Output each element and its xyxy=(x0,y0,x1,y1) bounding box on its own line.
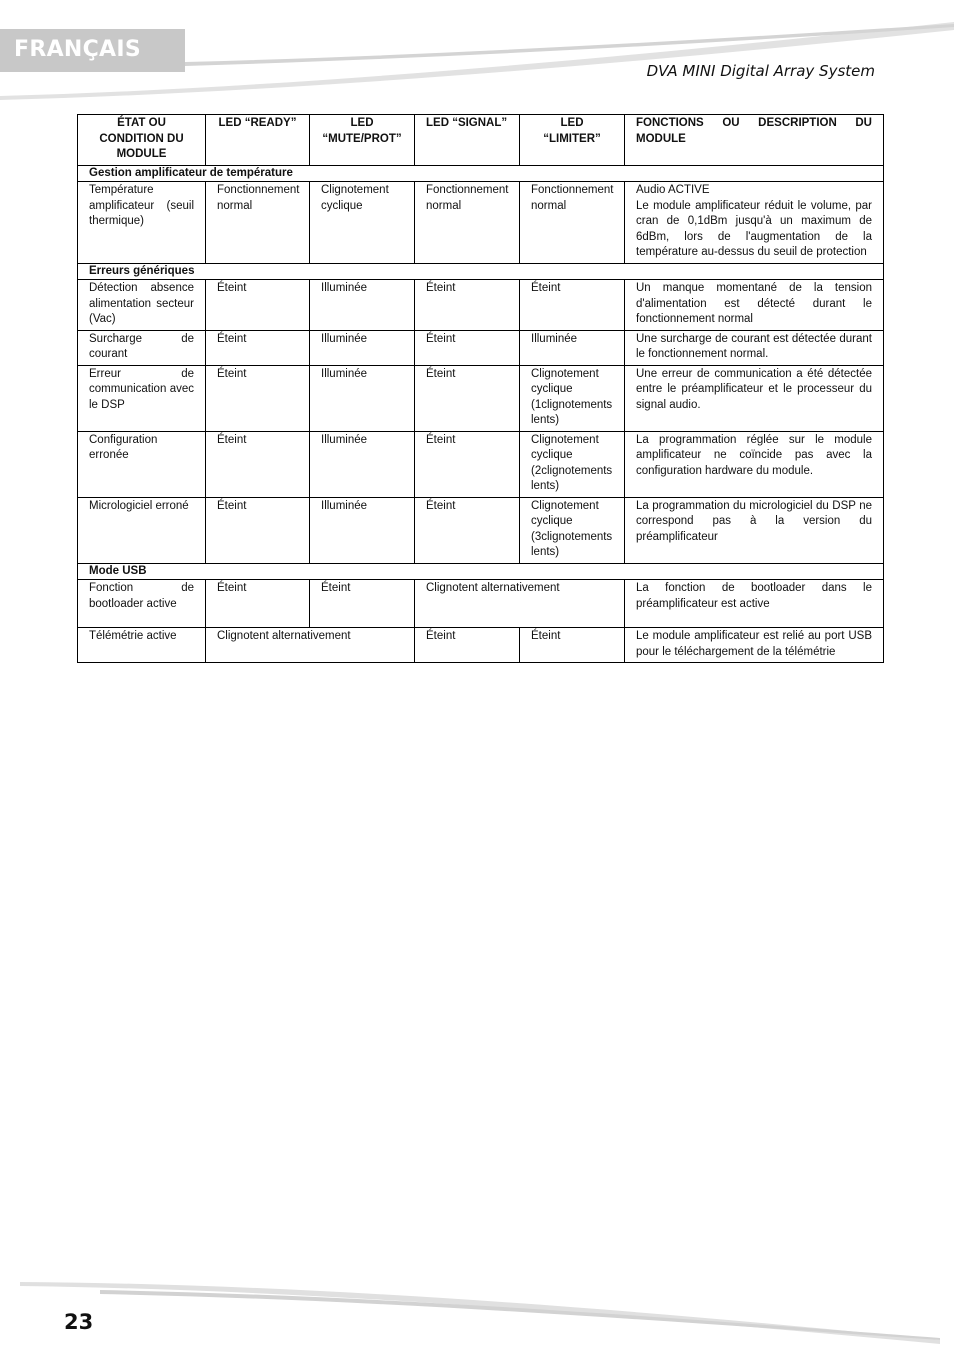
header-led-limiter: LED “LIMITER” xyxy=(520,115,625,166)
cell-signal: Éteint xyxy=(415,497,520,563)
led-status-table xyxy=(77,114,884,663)
cell-ready: Éteint xyxy=(206,580,310,628)
cell-limiter: Clignotement cyclique (3clignotements lents) xyxy=(520,497,625,563)
cell-mute: Illuminée xyxy=(310,365,415,431)
cell-limiter: Fonctionnement normal xyxy=(520,182,625,264)
table-row xyxy=(78,431,884,497)
section-generic-errors: Erreurs génériques xyxy=(78,263,884,280)
table-row xyxy=(78,497,884,563)
description-line: Le module amplificateur réduit le volume, par cran de 0,1dBm jusqu'à un maximum de 6dBm, lors de l'augmentation de la température au-dessus du seuil de protection xyxy=(636,199,872,258)
cell-description: La programmation du micrologiciel du DSP ne correspond pas à la version du préamplificateur xyxy=(625,497,884,563)
cell-state: Température amplificateur (seuil thermique) xyxy=(78,182,206,264)
header-led-ready: LED “READY” xyxy=(206,115,310,166)
cell-state: Fonction de bootloader active xyxy=(78,580,206,628)
header-state: ÉTAT OU CONDITION DU MODULE xyxy=(78,115,206,166)
cell-description: Une erreur de communication a été détectée entre le préamplificateur et le processeur du signal audio. xyxy=(625,365,884,431)
footer-swoosh xyxy=(0,1270,954,1350)
cell-ready: Fonctionnement normal xyxy=(206,182,310,264)
header-led-signal: LED “SIGNAL” xyxy=(415,115,520,166)
cell-signal: Éteint xyxy=(415,330,520,365)
cell-limiter: Éteint xyxy=(520,628,625,663)
cell-signal: Éteint xyxy=(415,628,520,663)
page-number: 23 xyxy=(64,1310,94,1334)
cell-mute: Illuminée xyxy=(310,280,415,331)
section-temperature: Gestion amplificateur de température xyxy=(78,165,884,182)
section-row xyxy=(78,165,884,182)
cell-ready: Éteint xyxy=(206,431,310,497)
cell-signal-limiter: Clignotent alternativement xyxy=(415,580,625,628)
cell-description: Le module amplificateur est relié au port USB pour le téléchargement de la télémétrie xyxy=(625,628,884,663)
language-tab xyxy=(0,29,185,72)
cell-signal: Éteint xyxy=(415,431,520,497)
cell-mute: Éteint xyxy=(310,580,415,628)
cell-mute: Illuminée xyxy=(310,330,415,365)
cell-mute: Illuminée xyxy=(310,431,415,497)
language-tab-label: FRANÇAIS xyxy=(14,37,142,62)
cell-ready: Éteint xyxy=(206,497,310,563)
cell-signal: Éteint xyxy=(415,280,520,331)
table-row xyxy=(78,365,884,431)
cell-state: Erreur de communication avec le DSP xyxy=(78,365,206,431)
cell-ready: Éteint xyxy=(206,280,310,331)
header-description: FONCTIONS OU DESCRIPTION DU MODULE xyxy=(625,115,884,166)
table-row xyxy=(78,628,884,663)
document-title: DVA MINI Digital Array System xyxy=(646,62,875,80)
cell-description: La programmation réglée sur le module amplificateur ne coïncide pas avec la configuration hardware du module. xyxy=(625,431,884,497)
cell-ready: Éteint xyxy=(206,330,310,365)
cell-limiter: Clignotement cyclique (1clignotements lents) xyxy=(520,365,625,431)
cell-state: Configuration erronée xyxy=(78,431,206,497)
cell-ready: Éteint xyxy=(206,365,310,431)
cell-state: Télémétrie active xyxy=(78,628,206,663)
cell-limiter: Clignotement cyclique (2clignotements lents) xyxy=(520,431,625,497)
cell-mute: Clignotement cyclique xyxy=(310,182,415,264)
section-row xyxy=(78,563,884,580)
cell-state: Micrologiciel erroné xyxy=(78,497,206,563)
cell-description: La fonction de bootloader dans le préamplificateur est active xyxy=(625,580,884,628)
header-led-mute: LED “MUTE/PROT” xyxy=(310,115,415,166)
cell-signal: Éteint xyxy=(415,365,520,431)
cell-limiter: Illuminée xyxy=(520,330,625,365)
table-row xyxy=(78,280,884,331)
cell-mute: Illuminée xyxy=(310,497,415,563)
table-row xyxy=(78,330,884,365)
cell-state: Surcharge de courant xyxy=(78,330,206,365)
table-row xyxy=(78,182,884,264)
cell-signal: Fonctionnement normal xyxy=(415,182,520,264)
cell-state: Détection absence alimentation secteur (Vac) xyxy=(78,280,206,331)
cell-ready-mute: Clignotent alternativement xyxy=(206,628,415,663)
description-line: Audio ACTIVE xyxy=(636,184,710,196)
section-row xyxy=(78,263,884,280)
cell-description xyxy=(625,182,884,264)
section-usb-mode: Mode USB xyxy=(78,563,884,580)
cell-description: Une surcharge de courant est détectée durant le fonctionnement normal. xyxy=(625,330,884,365)
table-row xyxy=(78,580,884,628)
table-header-row xyxy=(78,115,884,166)
cell-limiter: Éteint xyxy=(520,280,625,331)
cell-description: Un manque momentané de la tension d'alimentation est détecté durant le fonctionnement normal xyxy=(625,280,884,331)
